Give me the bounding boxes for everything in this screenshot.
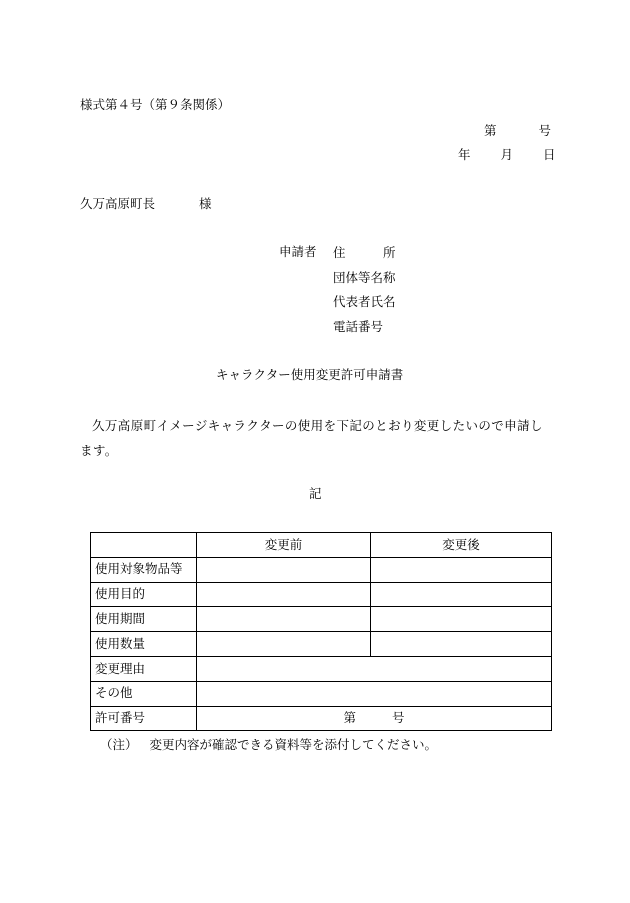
header-before: 変更前 bbox=[197, 533, 371, 558]
applicant-address-label: 住 所 bbox=[333, 245, 396, 260]
cell-after[interactable] bbox=[371, 632, 552, 657]
date-year: 年 bbox=[458, 147, 471, 162]
change-table bbox=[90, 532, 552, 731]
date-month: 月 bbox=[500, 147, 514, 162]
document-number bbox=[484, 125, 551, 138]
row-label: 使用目的 bbox=[91, 582, 197, 607]
cell-after[interactable] bbox=[371, 607, 552, 632]
table-row bbox=[91, 607, 552, 632]
table-row bbox=[91, 681, 552, 706]
table-header-row bbox=[91, 533, 552, 558]
recipient-name: 久万高原町長 bbox=[80, 196, 156, 211]
note bbox=[100, 739, 437, 752]
applicant-label: 申請者 bbox=[279, 244, 317, 259]
applicant-fields bbox=[333, 246, 396, 344]
applicant-representative-label: 代表者氏名 bbox=[333, 294, 396, 309]
header-blank bbox=[91, 533, 197, 558]
applicant-organization-label: 団体等名称 bbox=[333, 269, 396, 285]
cell-merged[interactable] bbox=[197, 656, 552, 681]
cell-after[interactable] bbox=[371, 582, 552, 607]
table-row bbox=[91, 706, 552, 731]
permit-prefix: 第 bbox=[343, 710, 356, 726]
header-after: 変更後 bbox=[371, 533, 552, 558]
row-label: 許可番号 bbox=[91, 706, 197, 731]
document-title: キャラクター使用変更許可申請書 bbox=[216, 367, 404, 382]
date-day: 日 bbox=[543, 147, 556, 162]
cell-before[interactable] bbox=[197, 582, 371, 607]
note-text: 変更内容が確認できる資料等を添付してください。 bbox=[149, 737, 438, 752]
row-label: 使用数量 bbox=[91, 632, 197, 657]
body-text: 久万高原町イメージキャラクターの使用を下記のとおり変更したいので申請します。 bbox=[80, 418, 543, 458]
row-label: 使用期間 bbox=[91, 607, 197, 632]
row-label: その他 bbox=[91, 681, 197, 706]
table-row bbox=[91, 557, 552, 582]
cell-merged[interactable] bbox=[197, 681, 552, 706]
number-suffix: 号 bbox=[538, 123, 552, 138]
recipient-honorific: 様 bbox=[199, 196, 212, 211]
row-label: 変更理由 bbox=[91, 656, 197, 681]
table-row bbox=[91, 582, 552, 607]
number-prefix: 第 bbox=[484, 123, 497, 138]
table-row bbox=[91, 632, 552, 657]
applicant-phone-label: 電話番号 bbox=[333, 318, 384, 334]
row-label: 使用対象物品等 bbox=[91, 557, 197, 582]
permit-number-cell[interactable] bbox=[197, 706, 552, 731]
cell-before[interactable] bbox=[197, 607, 371, 632]
document-date bbox=[458, 149, 556, 162]
note-label: （注） bbox=[100, 737, 138, 752]
cell-before[interactable] bbox=[197, 557, 371, 582]
permit-suffix: 号 bbox=[392, 710, 405, 726]
ki-heading: 記 bbox=[309, 486, 322, 501]
cell-before[interactable] bbox=[197, 632, 371, 657]
cell-after[interactable] bbox=[371, 557, 552, 582]
table-row bbox=[91, 656, 552, 681]
form-label: 様式第４号（第９条関係） bbox=[80, 97, 231, 112]
recipient bbox=[80, 198, 212, 211]
